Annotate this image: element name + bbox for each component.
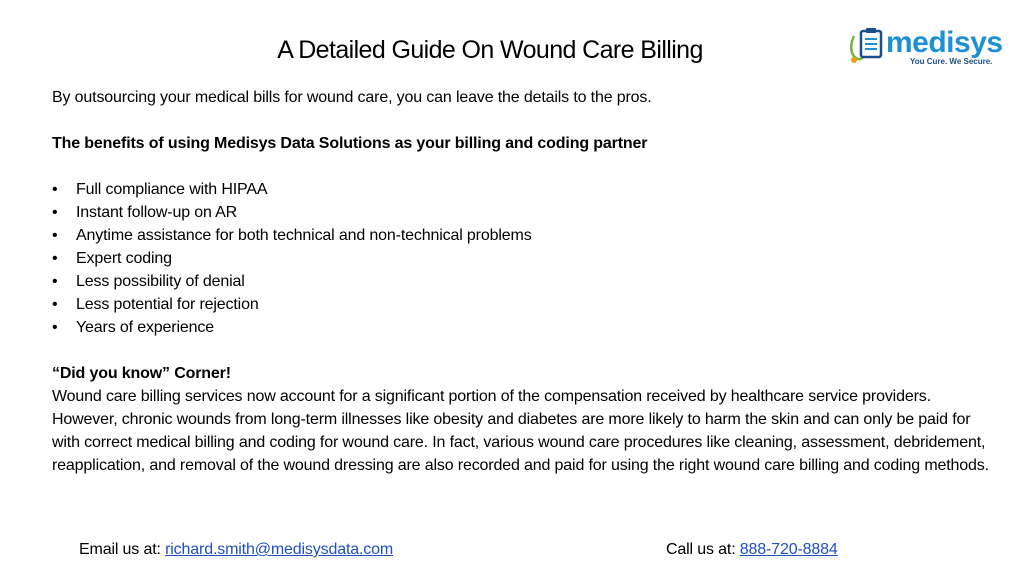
list-item: • Anytime assistance for both technical and non-technical problems [52,224,992,247]
phone-link[interactable]: 888-720-8884 [739,541,838,558]
did-you-know-paragraph: Wound care billing services now account for a significant portion of the compensation received by healthcare service providers. However, chronic wounds from long-term illnesses like obesity and diabetes are more likely to harm the skin and can only be paid for with correct medical billing and coding for wound care. In fact, various wound care procedures like cleaning, assessment, debridement, reapplication, and removal of the wound dressing are also recorded and paid for using the right wound care billing and coding methods. [52,388,989,474]
bullet-icon: • [52,204,58,221]
phone-label: Call us at: [666,541,740,558]
intro-paragraph: By outsourcing your medical bills for wound care, you can leave the details to the pros. [52,89,652,106]
phone-contact [666,538,838,561]
list-item: • Full compliance with HIPAA [52,178,992,201]
logo-tagline: You Cure. We Secure. [910,57,993,66]
bullet-icon: • [52,181,58,198]
bullet-icon: • [52,250,58,267]
main-content [52,86,992,477]
list-item: • Less possibility of denial [52,270,992,293]
bullet-icon: • [52,273,58,290]
bullet-icon: • [52,319,58,336]
bullet-icon: • [52,227,58,244]
email-contact [79,538,393,561]
logo-wordmark: medisys [886,26,1003,59]
bullet-icon: • [52,296,58,313]
email-link[interactable]: richard.smith@medisysdata.com [165,541,394,558]
did-you-know-heading: “Did you know” Corner! [52,365,231,382]
list-item: • Less potential for rejection [52,293,992,316]
medisys-logo [848,22,1012,72]
list-item: • Years of experience [52,316,992,339]
list-item: • Expert coding [52,247,992,270]
benefits-list [52,178,992,339]
page-title: A Detailed Guide On Wound Care Billing [277,36,703,64]
list-item: • Instant follow-up on AR [52,201,992,224]
benefits-heading: The benefits of using Medisys Data Solutions as your billing and coding partner [52,135,648,152]
email-label: Email us at: [79,541,166,558]
